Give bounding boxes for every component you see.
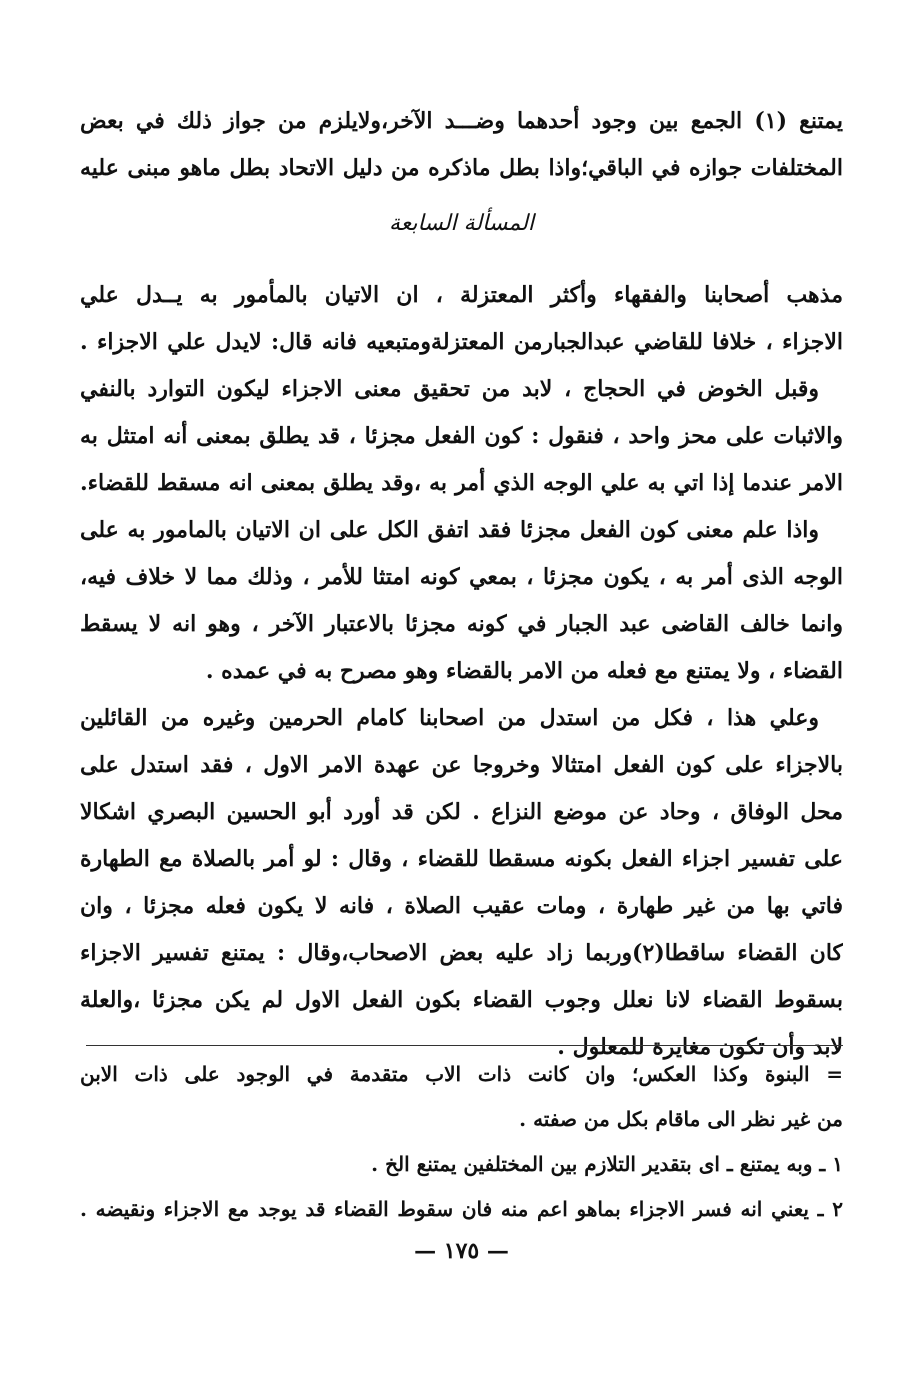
footnote-line: ٢ ـ يعني انه فسر الاجزاء بماهو اعم منه فان سقوط القضاء قد يوجد مع الاجزاء ونقيضه . xyxy=(80,1197,843,1221)
text-line: الامر عندما إذا اتي به علي الوجه الذي أمر به ،وقد يطلق بمعنى انه مسقط للقضاء. xyxy=(80,470,843,496)
footnote-line: من غير نظر الى ماقام بكل من صفته . xyxy=(519,1107,843,1131)
text-line: كان القضاء ساقطا(٢)وربما زاد عليه بعض الاصحاب،وقال : يمتنع تفسير الاجزاء xyxy=(80,940,843,966)
text-line: واذا علم معنى كون الفعل مجزئا فقد اتفق الكل على ان الاتيان بالمامور به على xyxy=(80,517,819,543)
text-line: الاجزاء ، خلافا للقاضي عبدالجبارمن المعتزلةومتبعيه فانه قال: لايدل علي الاجزاء . xyxy=(80,329,843,355)
footnote-divider xyxy=(86,1045,843,1046)
section-title: المسألة السابعة xyxy=(388,211,535,236)
text-line: على تفسير اجزاء الفعل بكونه مسقطا للقضاء ، وقال : لو أمر بالصلاة مع الطهارة xyxy=(80,846,843,872)
text-line: مذهب أصحابنا والفقهاء وأكثر المعتزلة ، ان الاتيان بالمأمور به يــدل علي xyxy=(80,282,843,308)
text-line: فاتي بها من غير طهارة ، ومات عقيب الصلاة ، فانه لا يكون فعله مجزئا ، وان xyxy=(80,893,843,919)
text-line: والاثبات على محز واحد ، فنقول : كون الفعل مجزئا ، قد يطلق بمعنى أنه امتثل به xyxy=(80,423,843,449)
footnote-line: = البنوة وكذا العكس؛ وان كانت ذات الاب متقدمة في الوجود على ذات الابن xyxy=(80,1062,843,1086)
text-line: بالاجزاء على كون الفعل امتثالا وخروجا عن عهدة الامر الاول ، فقد استدل على xyxy=(80,752,843,778)
text-line: يمتنع (١) الجمع بين وجود أحدهما وضـــد الآخر،ولايلزم من جواز ذلك في بعض xyxy=(80,108,843,134)
text-line: وقبل الخوض في الحجاج ، لابد من تحقيق معنى الاجزاء ليكون التوارد بالنفي xyxy=(80,376,819,402)
text-line: لابد وأن تكون مغايرة للمعلول . xyxy=(557,1034,843,1060)
text-line: وعلي هذا ، فكل من استدل من اصحابنا كامام الحرمين وغيره من القائلين xyxy=(80,705,819,731)
text-line: وانما خالف القاضى عبد الجبار في كونه مجزئا بالاعتبار الآخر ، وهو انه لا يسقط xyxy=(80,611,843,637)
continued-paragraph xyxy=(80,98,843,192)
text-line: محل الوفاق ، وحاد عن موضع النزاع . لكن قد أورد أبو الحسين البصري اشكالا xyxy=(80,799,843,825)
footnotes xyxy=(80,1052,843,1232)
page-number: — ١٧٥ — xyxy=(414,1238,509,1264)
text-line: الوجه الذى أمر به ، يكون مجزئا ، بمعي كونه امتثا للأمر ، وذلك مما لا خلاف فيه، xyxy=(80,564,843,590)
text-line: بسقوط القضاء لانا نعلل وجوب القضاء بكون الفعل الاول لم يكن مجزئا ،والعلة xyxy=(80,987,843,1013)
main-text xyxy=(80,272,843,1071)
text-line: القضاء ، ولا يمتنع مع فعله من الامر بالقضاء وهو مصرح به في عمده . xyxy=(205,658,843,684)
footnote-line: ١ ـ وبه يمتنع ـ اى بتقدير التلازم بين المختلفين يمتنع الخ . xyxy=(371,1152,843,1176)
text-line: المختلفات جوازه في الباقي؛واذا بطل ماذكره من دليل الاتحاد بطل ماهو مبنى عليه xyxy=(80,155,843,181)
